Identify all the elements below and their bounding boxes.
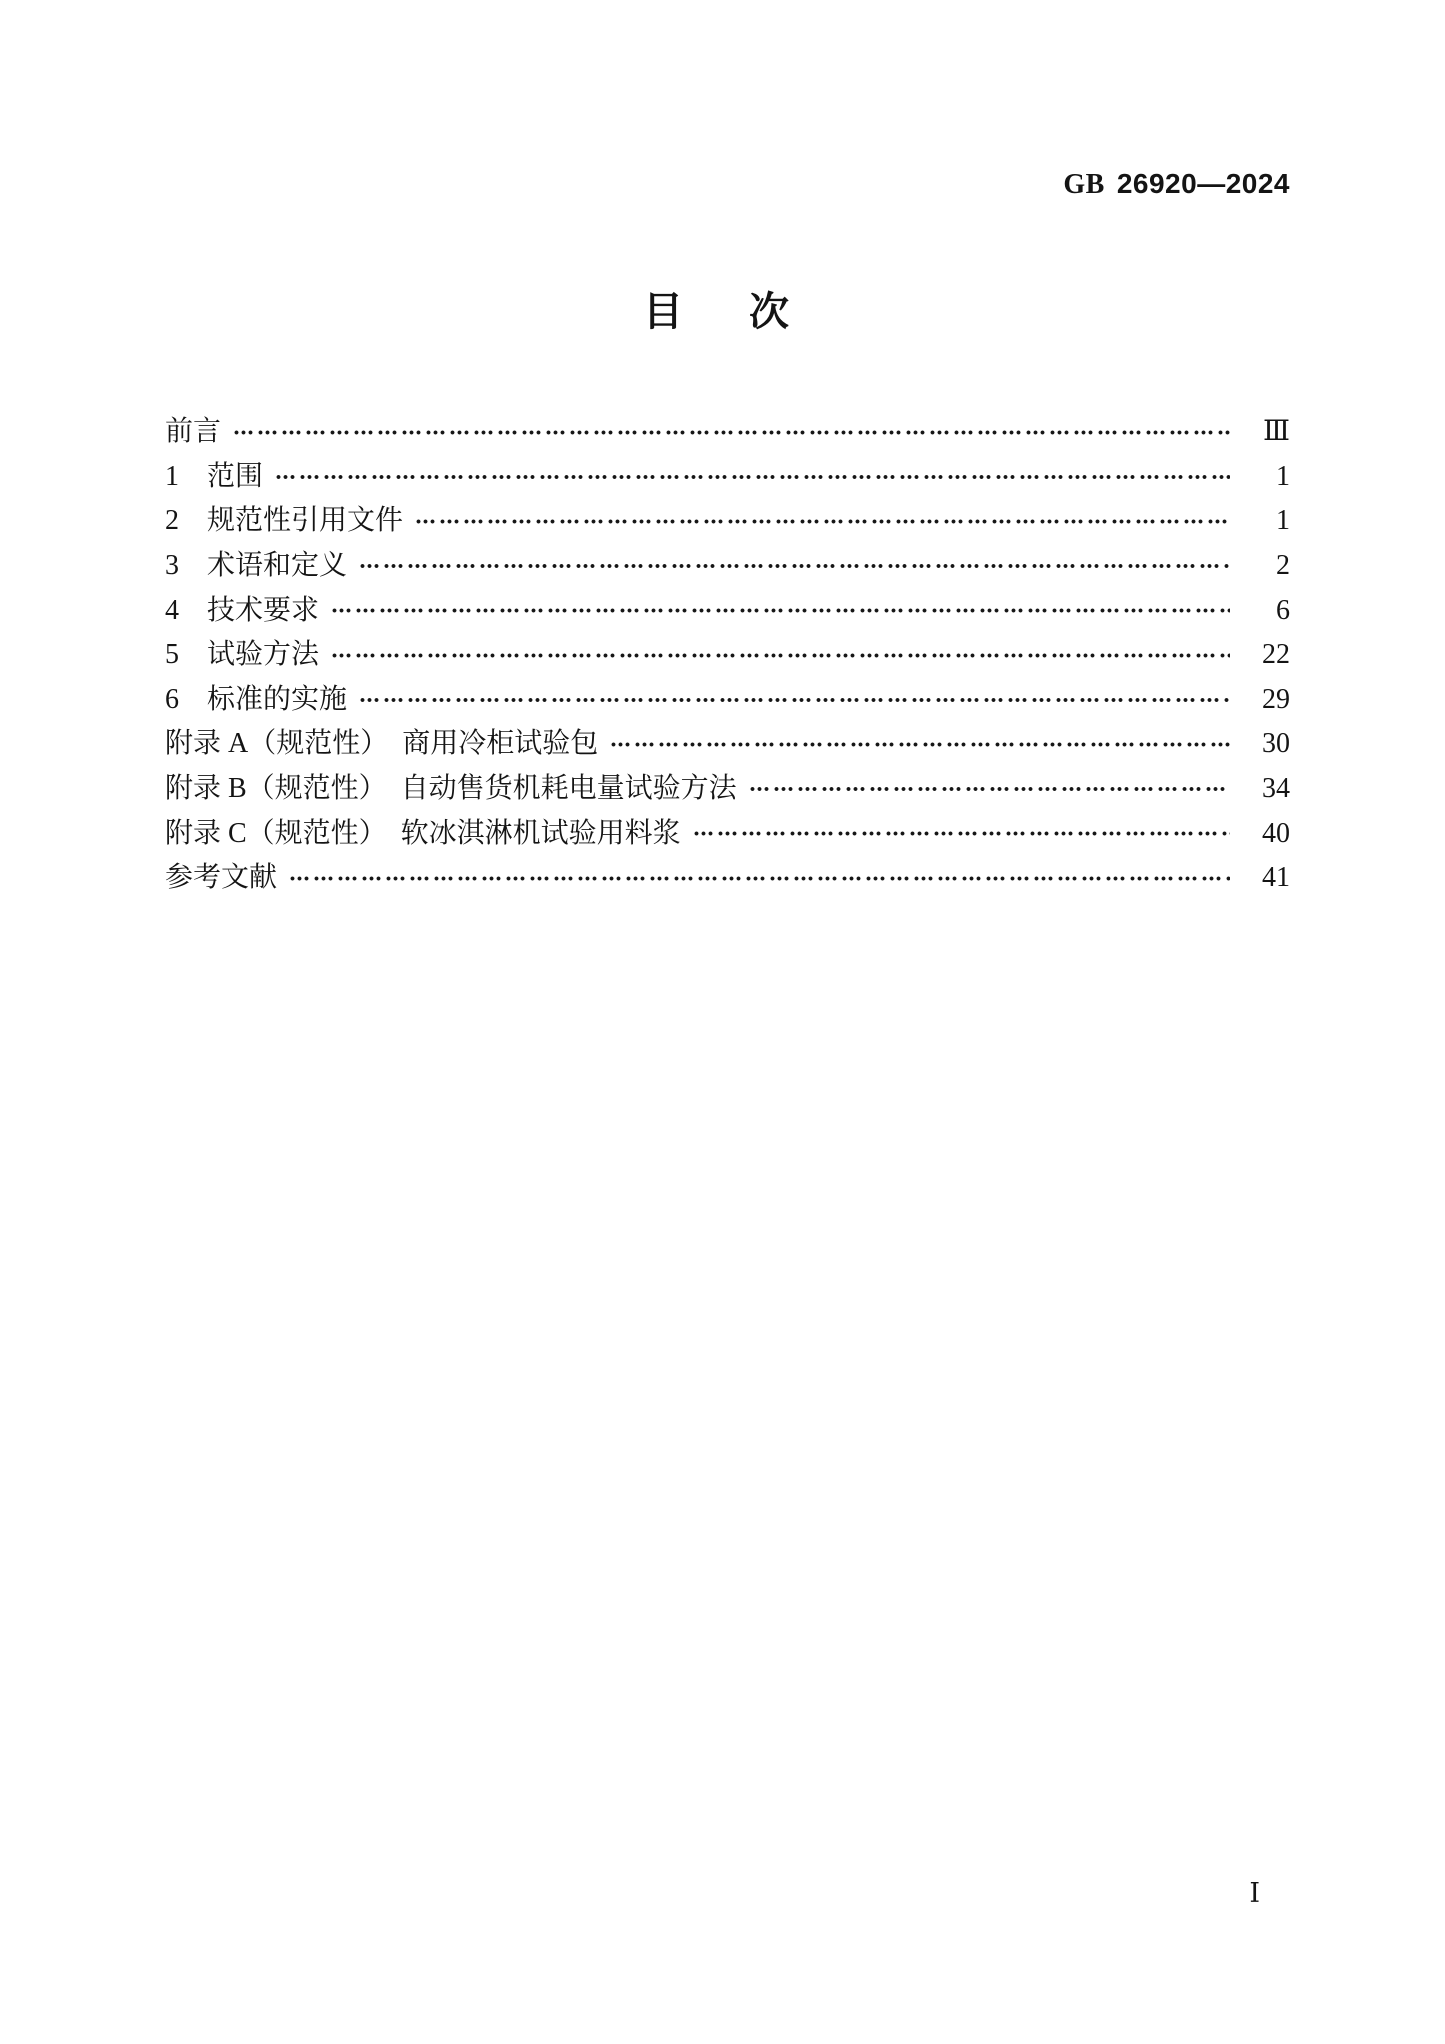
toc-entry (165, 722, 1290, 767)
dot-leader (359, 544, 1230, 589)
toc-entry-page: 22 (1262, 639, 1290, 671)
toc-entry-page: 41 (1262, 862, 1290, 894)
toc-entry-label: 附录 A（规范性） 商用冷柜试验包 (165, 728, 599, 760)
dot-leader (610, 722, 1230, 767)
dot-leader (693, 811, 1230, 856)
dot-leader (415, 499, 1230, 544)
toc-entry-label: 参考文献 (165, 862, 278, 894)
page-number: Ⅰ (1249, 1878, 1260, 1908)
standard-code-prefix: GB (1063, 169, 1105, 200)
toc-entry (165, 633, 1290, 678)
toc-entry (165, 410, 1290, 455)
toc-entry-label: 4 技术要求 (165, 594, 320, 626)
toc-entry (165, 678, 1290, 723)
toc-entry (165, 455, 1290, 500)
toc-entry (165, 811, 1290, 856)
toc-entry-page: 40 (1262, 817, 1290, 849)
toc-entry-page: 1 (1276, 505, 1290, 537)
toc-entry (165, 499, 1290, 544)
dot-leader (275, 455, 1230, 500)
toc-entry (165, 588, 1290, 633)
standard-code (1063, 168, 1290, 201)
toc-entry-label: 前言 (165, 416, 222, 448)
toc-entry-page: 30 (1262, 728, 1290, 760)
toc-entry-page: 34 (1262, 773, 1290, 805)
dot-leader (289, 856, 1230, 901)
toc-entry (165, 767, 1290, 812)
page-title: 目 次 (643, 289, 802, 334)
toc-entry-page: 29 (1262, 683, 1290, 715)
toc-entry-page: Ⅲ (1262, 416, 1290, 448)
toc-entry-label: 5 试验方法 (165, 639, 320, 671)
toc-entry-label: 附录 C（规范性） 软冰淇淋机试验用料浆 (165, 817, 681, 849)
toc-entry-label: 附录 B（规范性） 自动售货机耗电量试验方法 (165, 773, 737, 805)
standard-code-number: 26920—2024 (1116, 168, 1290, 199)
toc-list (165, 410, 1290, 901)
dot-leader (331, 633, 1230, 678)
dot-leader (749, 767, 1230, 812)
toc-entry (165, 544, 1290, 589)
dot-leader (359, 678, 1230, 723)
toc-entry-label: 2 规范性引用文件 (165, 505, 404, 537)
toc-entry (165, 856, 1290, 901)
dot-leader (233, 410, 1230, 455)
toc-entry-page: 6 (1276, 594, 1290, 626)
toc-entry-label: 1 范围 (165, 460, 264, 492)
toc-entry-label: 6 标准的实施 (165, 683, 348, 715)
toc-entry-page: 1 (1276, 460, 1290, 492)
toc-entry-label: 3 术语和定义 (165, 550, 348, 582)
dot-leader (331, 588, 1230, 633)
toc-entry-page: 2 (1276, 550, 1290, 582)
